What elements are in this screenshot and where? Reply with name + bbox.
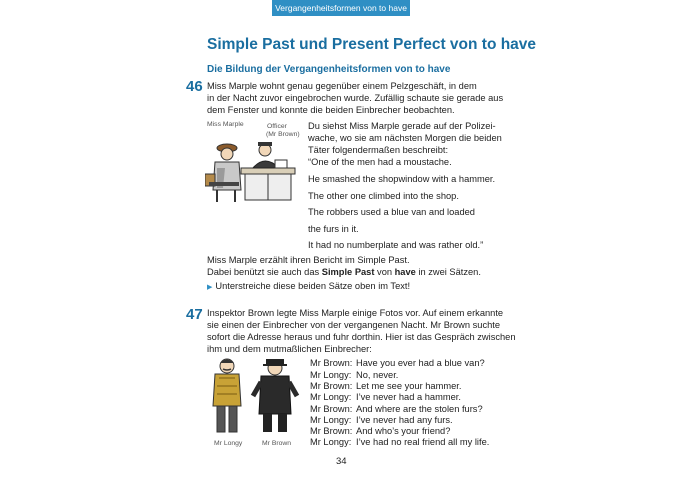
exercise-46-task bbox=[207, 280, 410, 294]
dialogue-row bbox=[310, 392, 461, 402]
chapter-header-tab: Vergangenheitsformen von to have bbox=[272, 0, 410, 16]
suspects-illustration bbox=[205, 356, 303, 438]
exercise-46-instruction bbox=[207, 254, 481, 278]
speaker: Mr Longy: bbox=[310, 437, 352, 447]
task-text: Unterstreiche diese beiden Sätze oben im Text! bbox=[215, 281, 411, 291]
caption-mr-brown: Mr Brown bbox=[262, 440, 292, 447]
dialogue-line: Have you ever had a blue van? bbox=[356, 358, 485, 368]
speaker: Mr Longy: bbox=[310, 392, 352, 402]
exercise-number-47: 47 bbox=[186, 306, 203, 323]
quote-line: It had no numberplate and was rather old.” bbox=[308, 240, 484, 250]
dialogue-line: I’ve never had any furs. bbox=[356, 415, 453, 425]
police-station-illustration bbox=[205, 138, 297, 206]
dialogue-row bbox=[310, 437, 489, 447]
dialogue-line: No, never. bbox=[356, 370, 399, 380]
instruction-text: von bbox=[374, 267, 395, 277]
dialogue-line: I’ve had no real friend all my life. bbox=[356, 437, 490, 447]
dialogue-line: And where are the stolen furs? bbox=[356, 404, 483, 414]
quote-line: He smashed the shopwindow with a hammer. bbox=[308, 174, 496, 184]
instruction-text: Dabei benützt sie auch das bbox=[207, 267, 322, 277]
dialogue-row bbox=[310, 358, 485, 368]
side-text-line: Du siehst Miss Marple gerade auf der Polizei- bbox=[308, 121, 496, 131]
speaker: Mr Brown: bbox=[310, 358, 353, 368]
section-heading: Die Bildung der Vergangenheitsformen von to have bbox=[207, 64, 451, 75]
speaker: Mr Longy: bbox=[310, 370, 352, 380]
speaker: Mr Brown: bbox=[310, 404, 353, 414]
page-title: Simple Past und Present Perfect von to have bbox=[207, 36, 537, 53]
quote-line: the furs in it. bbox=[308, 224, 359, 234]
quote-line: “One of the men had a moustache. bbox=[308, 157, 452, 167]
triangle-bullet-icon: ▶ bbox=[207, 284, 213, 291]
caption-miss-marple: Miss Marple bbox=[207, 121, 244, 128]
side-text-line: Täter folgendermaßen beschreibt: bbox=[308, 145, 449, 155]
speaker: Mr Longy: bbox=[310, 415, 352, 425]
exercise-47-intro bbox=[207, 307, 516, 355]
instruction-line: Miss Marple erzählt ihren Bericht im Simple Past. bbox=[207, 255, 410, 265]
intro-line: ihm und dem mutmaßlichen Einbrecher: bbox=[207, 344, 372, 354]
quote-line: The robbers used a blue van and loaded bbox=[308, 207, 475, 217]
exercise-46-intro bbox=[207, 80, 503, 116]
caption-officer: Officer bbox=[267, 123, 287, 130]
page-number: 34 bbox=[336, 456, 347, 467]
exercise-number-46: 46 bbox=[186, 78, 203, 95]
speaker: Mr Brown: bbox=[310, 426, 353, 436]
emphasis-have: have bbox=[394, 267, 416, 277]
intro-line: sie einen der Einbrecher von der vergangenen Nacht. Mr Brown suchte bbox=[207, 320, 501, 330]
side-text-line: wache, wo sie am nächsten Morgen die beiden bbox=[308, 133, 502, 143]
intro-line: in der Nacht zuvor eingebrochen wurde. Zufällig schaute sie gerade aus bbox=[207, 93, 504, 103]
dialogue-line: And who’s your friend? bbox=[356, 426, 451, 436]
intro-line: Inspektor Brown legte Miss Marple einige Fotos vor. Auf einem erkannte bbox=[207, 308, 504, 318]
intro-line: Miss Marple wohnt genau gegenüber einem Pelzgeschäft, in dem bbox=[207, 81, 477, 91]
dialogue-row bbox=[310, 415, 453, 425]
dialogue-row bbox=[310, 426, 450, 436]
dialogue-row bbox=[310, 370, 398, 380]
caption-mr-longy: Mr Longy bbox=[214, 440, 243, 447]
dialogue-line: I’ve never had a hammer. bbox=[356, 392, 461, 402]
quote-line: The other one climbed into the shop. bbox=[308, 191, 459, 201]
instruction-line bbox=[207, 266, 481, 278]
intro-line: sofort die Adresse heraus und fuhr dorthin. Hier ist das Gespräch zwischen bbox=[207, 332, 516, 342]
caption-officer-name: (Mr Brown) bbox=[266, 131, 300, 138]
dialogue-line: Let me see your hammer. bbox=[356, 381, 462, 391]
exercise-46-side-text bbox=[308, 120, 502, 156]
dialogue-row bbox=[310, 381, 461, 391]
intro-line: dem Fenster und konnte die beiden Einbrecher beobachten. bbox=[207, 105, 455, 115]
instruction-text: in zwei Sätzen. bbox=[415, 267, 481, 277]
emphasis-simple-past: Simple Past bbox=[321, 267, 375, 277]
dialogue-row bbox=[310, 404, 483, 414]
speaker: Mr Brown: bbox=[310, 381, 353, 391]
